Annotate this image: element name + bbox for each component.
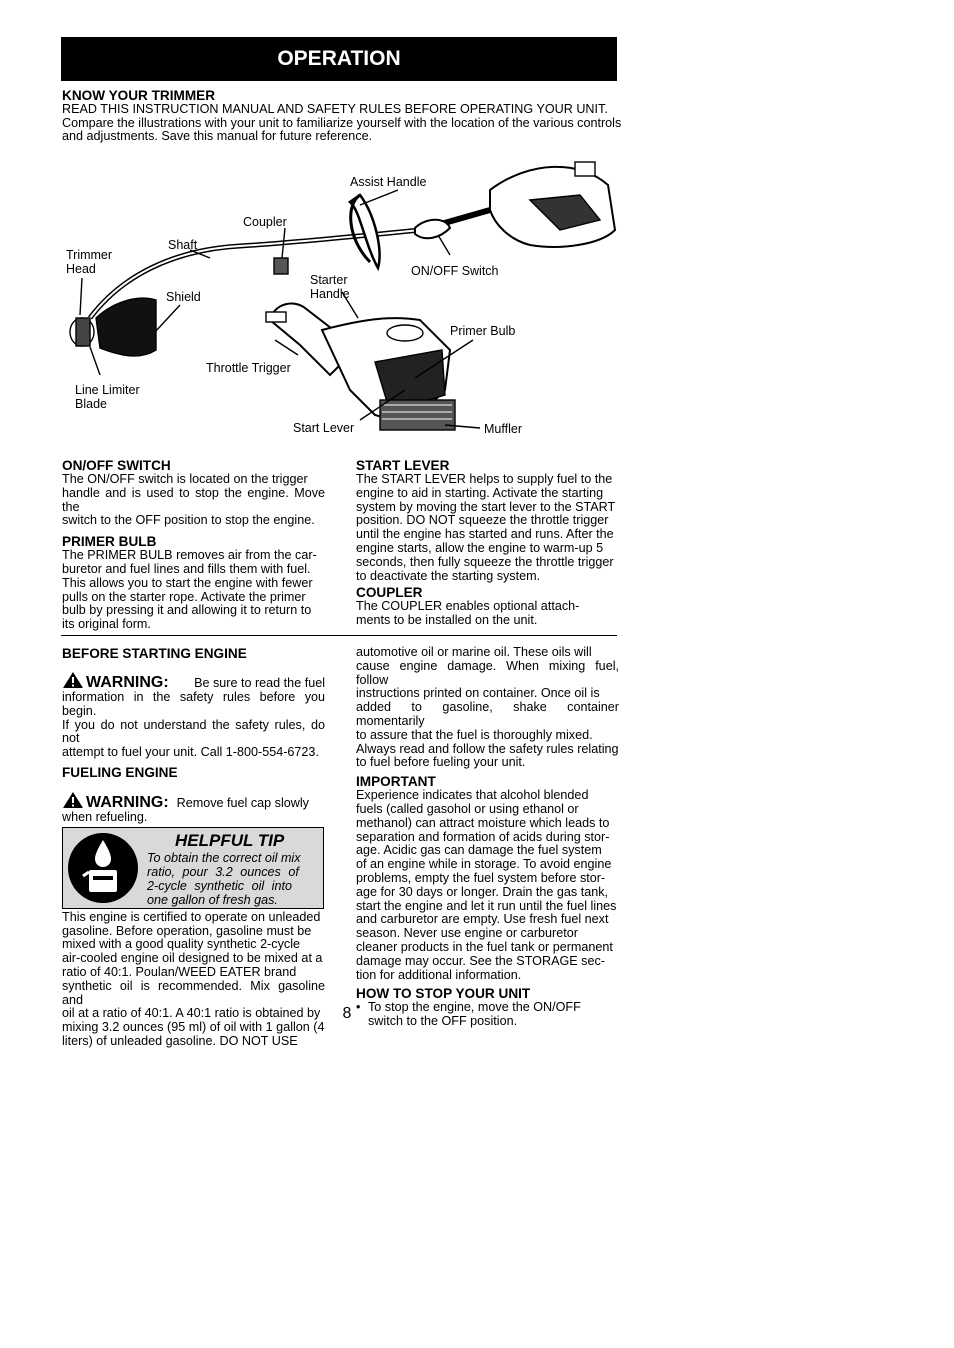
fueling-line: Remove fuel cap slowly bbox=[176, 795, 309, 810]
fueling-line: when refueling. bbox=[62, 809, 148, 824]
warning-triangle-icon bbox=[62, 791, 84, 809]
certified-line: gasoline. Before operation, gasoline must be bbox=[62, 923, 312, 938]
onoff-line: handle and is used to stop the engine. Move the bbox=[62, 485, 325, 514]
primer-line: buretor and fuel lines and fills them with fuel. bbox=[62, 561, 311, 576]
automotive-line: automotive oil or marine oil. These oils will bbox=[356, 645, 592, 659]
important-line: fuels (called gasohol or using ethanol or bbox=[356, 801, 579, 816]
certified-line: oil at a ratio of 40:1. A 40:1 ratio is obtained by bbox=[62, 1006, 321, 1021]
startlever-line: The START LEVER helps to supply fuel to the bbox=[356, 472, 613, 486]
tip-line: To obtain the correct oil mix bbox=[147, 850, 301, 865]
trimmer-diagram bbox=[60, 150, 620, 445]
warning-label: WARNING: bbox=[86, 793, 169, 811]
label-start-lever: Start Lever bbox=[293, 421, 355, 435]
label-shaft: Shaft bbox=[168, 238, 198, 252]
label-muffler: Muffler bbox=[484, 422, 522, 436]
before-line: attempt to fuel your unit. Call 1-800-554-6723. bbox=[62, 745, 319, 760]
helpful-tip-text bbox=[147, 851, 305, 907]
page-title: OPERATION bbox=[61, 37, 617, 81]
right-column-bottom bbox=[356, 646, 619, 1029]
startlever-line: engine to aid in starting. Activate the starting bbox=[356, 485, 604, 500]
important-line: cleaner products in the fuel tank or permanent bbox=[356, 939, 613, 954]
before-heading: BEFORE STARTING ENGINE bbox=[62, 646, 247, 661]
startlever-heading: START LEVER bbox=[356, 458, 450, 473]
label-trimmer-head-2: Head bbox=[66, 262, 96, 276]
automotive-line: Always read and follow the safety rules relating bbox=[356, 741, 619, 756]
warning-triangle-icon bbox=[62, 671, 84, 689]
know-line-3: and adjustments. Save this manual for future reference. bbox=[62, 129, 373, 144]
helpful-tip-box bbox=[62, 827, 324, 909]
warning-label: WARNING: bbox=[86, 674, 169, 691]
label-trimmer-head-1: Trimmer bbox=[66, 248, 113, 262]
important-line: start the engine and let it run until the fuel lines bbox=[356, 898, 617, 913]
important-line: and carburetor are empty. Use fresh fuel next bbox=[356, 912, 609, 927]
onoff-line: The ON/OFF switch is located on the trigger bbox=[62, 472, 308, 486]
know-your-trimmer-section bbox=[62, 88, 620, 144]
coupler-line: ments to be installed on the unit. bbox=[356, 613, 538, 628]
startlever-line: seconds, then fully squeeze the throttle trigger bbox=[356, 554, 614, 569]
primer-line: pulls on the starter rope. Activate the primer bbox=[62, 589, 306, 604]
startlever-line: system by moving the start lever to the START bbox=[356, 499, 616, 514]
important-heading: IMPORTANT bbox=[356, 774, 436, 790]
certified-line: This engine is certified to operate on unleaded bbox=[62, 909, 321, 924]
label-starter-handle-1: Starter bbox=[310, 273, 348, 287]
automotive-line: instructions printed on container. Once oil is bbox=[356, 686, 600, 701]
stop-bullet-item bbox=[356, 1001, 619, 1029]
label-shield: Shield bbox=[166, 290, 201, 304]
coupler-line: The COUPLER enables optional attach- bbox=[356, 599, 580, 614]
onoff-line: switch to the OFF position to stop the engine. bbox=[62, 513, 315, 528]
important-line: tion for additional information. bbox=[356, 967, 522, 982]
important-line: age for 30 days or longer. Drain the gas tank, bbox=[356, 884, 609, 899]
important-line: problems, empty the fuel system before stor- bbox=[356, 870, 606, 885]
label-coupler: Coupler bbox=[243, 215, 287, 229]
certified-line: synthetic oil is recommended. Mix gasoline and bbox=[62, 978, 325, 1007]
coupler-heading: COUPLER bbox=[356, 585, 423, 601]
tip-line: ratio, pour 3.2 ounces of bbox=[147, 864, 299, 879]
startlever-line: until the engine has started and runs. After the bbox=[356, 527, 614, 542]
left-column-top bbox=[62, 458, 325, 632]
important-line: Experience indicates that alcohol blended bbox=[356, 788, 589, 803]
stop-line: switch to the OFF position. bbox=[368, 1014, 518, 1029]
primer-heading: PRIMER BULB bbox=[62, 534, 157, 550]
page-number: 8 bbox=[342, 1005, 352, 1022]
before-warning-row bbox=[62, 669, 325, 691]
important-line: season. Never use engine or carburetor bbox=[356, 926, 578, 941]
fuel-can-icon bbox=[65, 830, 141, 906]
automotive-line: cause engine damage. When mixing fuel, follow bbox=[356, 658, 619, 687]
before-line: If you do not understand the safety rules, do not bbox=[62, 717, 325, 746]
primer-line: bulb by pressing it and allowing it to return to bbox=[62, 603, 312, 618]
label-on-off-switch: ON/OFF Switch bbox=[411, 264, 499, 278]
certified-line: air-cooled engine oil designed to be mixed at a bbox=[62, 951, 323, 966]
important-line: of an engine while in storage. To avoid engine bbox=[356, 857, 612, 872]
before-line: Be sure to read the fuel bbox=[194, 676, 325, 690]
primer-line: its original form. bbox=[62, 617, 151, 632]
automotive-line: to assure that the fuel is thoroughly mixed. bbox=[356, 727, 593, 742]
left-column-bottom bbox=[62, 646, 325, 1049]
label-throttle-trigger: Throttle Trigger bbox=[206, 361, 291, 375]
bullet: • bbox=[356, 1000, 361, 1015]
important-line: methanol) can attract moisture which leads to bbox=[356, 815, 610, 830]
certified-line: liters) of unleaded gasoline. DO NOT USE bbox=[62, 1033, 298, 1048]
section-divider bbox=[61, 635, 617, 636]
fueling-heading: FUELING ENGINE bbox=[62, 764, 178, 780]
startlever-line: engine starts, allow the engine to warm-up 5 bbox=[356, 540, 604, 555]
label-starter-handle-2: Handle bbox=[310, 287, 350, 301]
label-primer-bulb: Primer Bulb bbox=[450, 324, 516, 338]
know-heading: KNOW YOUR TRIMMER bbox=[62, 88, 216, 103]
tip-line: one gallon of fresh gas. bbox=[147, 892, 278, 907]
important-line: age. Acidic gas can damage the fuel system bbox=[356, 843, 602, 858]
stop-line: To stop the engine, move the ON/OFF bbox=[368, 1000, 581, 1015]
certified-line: ratio of 40:1. Poulan/WEED EATER brand bbox=[62, 964, 297, 979]
label-line-limiter-1: Line Limiter bbox=[75, 383, 140, 397]
automotive-line: added to gasoline, shake container momentarily bbox=[356, 700, 619, 728]
know-line-1: READ THIS INSTRUCTION MANUAL AND SAFETY RULES BEFORE OPERATING YOUR UNIT. bbox=[62, 102, 608, 116]
certified-line: mixed with a good quality synthetic 2-cycle bbox=[62, 937, 300, 952]
primer-line: The PRIMER BULB removes air from the car- bbox=[62, 548, 317, 563]
important-line: damage may occur. See the STORAGE sec- bbox=[356, 953, 605, 968]
primer-line: This allows you to start the engine with fewer bbox=[62, 575, 313, 590]
onoff-heading: ON/OFF SWITCH bbox=[62, 458, 171, 473]
right-column-top bbox=[356, 458, 619, 628]
label-assist-handle: Assist Handle bbox=[350, 175, 427, 189]
label-line-limiter-2: Blade bbox=[75, 397, 107, 411]
certified-line: mixing 3.2 ounces (95 ml) of oil with 1 gallon (4 bbox=[62, 1020, 325, 1035]
before-line: information in the safety rules before you begin. bbox=[62, 690, 325, 718]
tip-line: 2-cycle synthetic oil into bbox=[147, 878, 292, 893]
helpful-tip-title: HELPFUL TIP bbox=[175, 830, 285, 850]
startlever-line: position. DO NOT squeeze the throttle trigger bbox=[356, 513, 609, 528]
automotive-line: to fuel before fueling your unit. bbox=[356, 755, 526, 770]
important-line: separation and formation of acids during stor- bbox=[356, 829, 610, 844]
startlever-line: to deactivate the starting system. bbox=[356, 568, 541, 583]
fueling-warning-row bbox=[62, 789, 325, 811]
know-line-2: Compare the illustrations with your unit to familiarize yourself with the location of the various controls bbox=[62, 115, 622, 130]
stop-heading: HOW TO STOP YOUR UNIT bbox=[356, 986, 531, 1002]
